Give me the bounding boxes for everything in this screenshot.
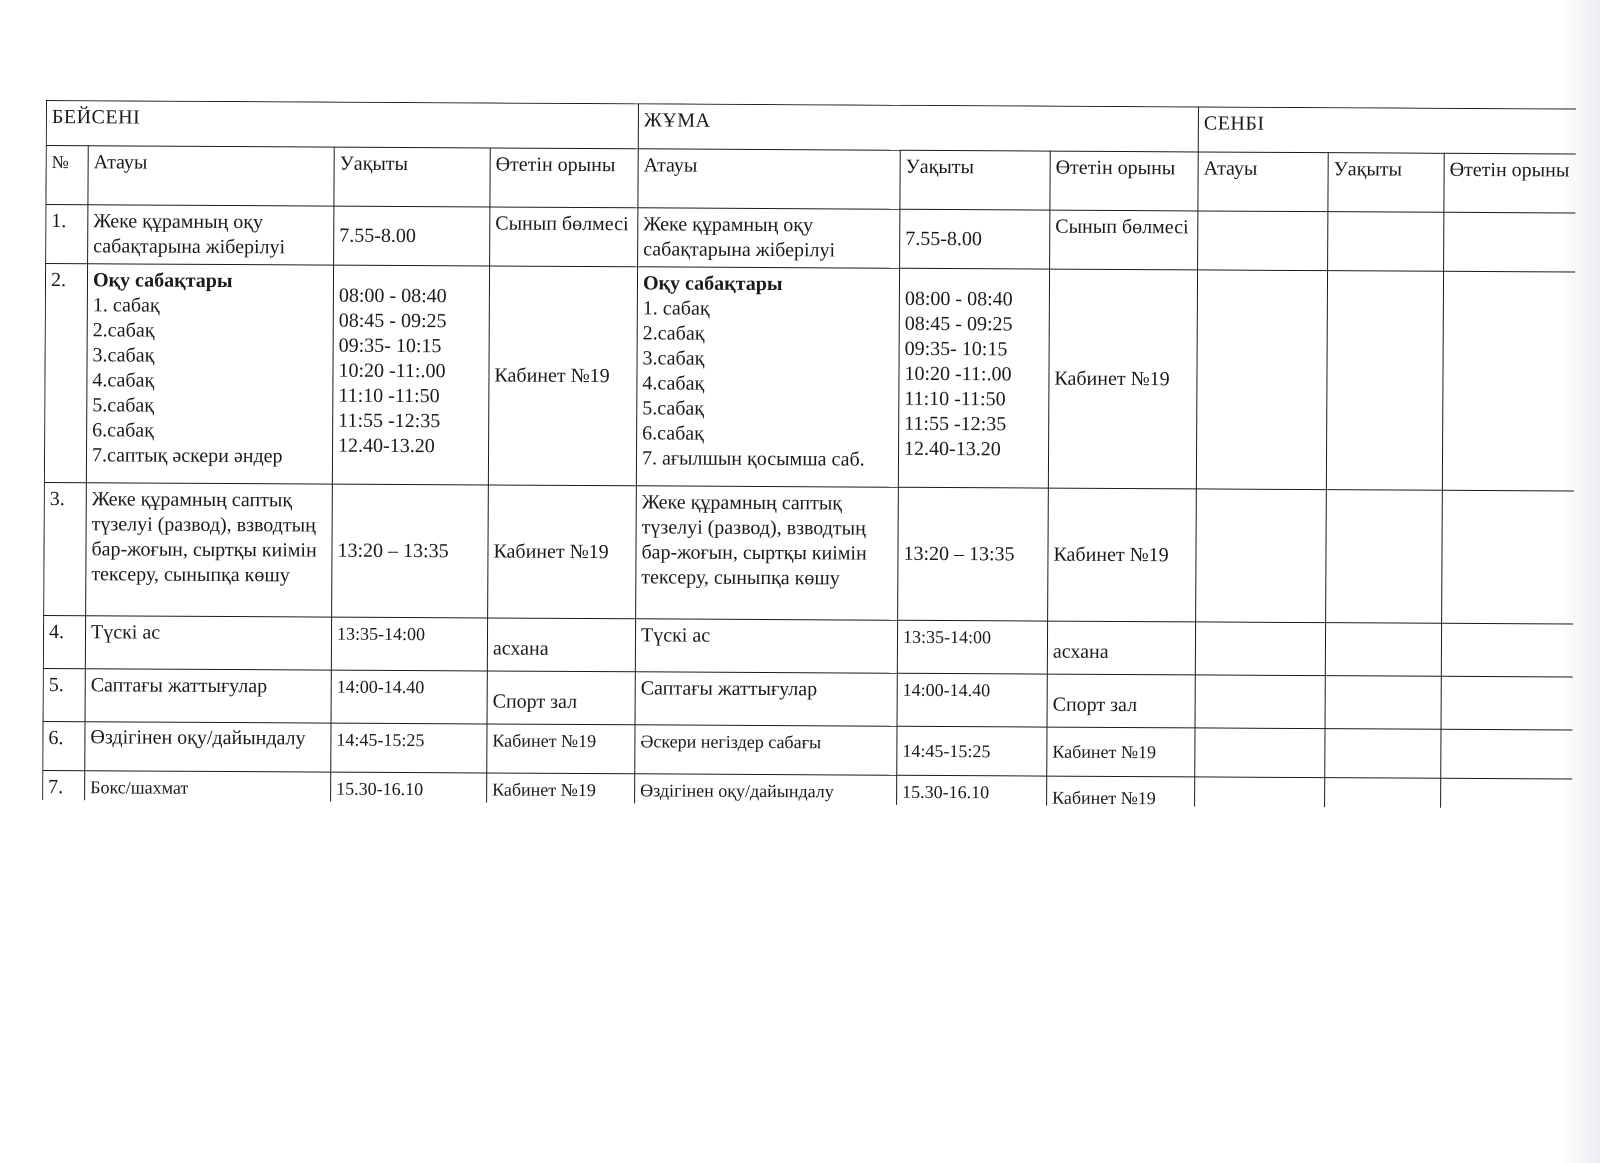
activity-place: Кабинет №19 <box>1048 269 1197 489</box>
header-time-fri: Уақыты <box>900 150 1050 210</box>
lesson-time: 09:35- 10:15 <box>904 337 1008 361</box>
header-num: № <box>46 146 88 205</box>
day-saturday: СЕНБІ <box>1198 107 1576 154</box>
day-thursday: БЕЙСЕНІ <box>46 101 638 149</box>
activity-time: 13:35-14:00 <box>897 620 1047 674</box>
header-place-fri: Өтетін орыны <box>1050 151 1198 211</box>
empty-cell <box>1441 623 1576 677</box>
activity-place: Кабинет №19 <box>487 773 635 809</box>
activity-time: 13:35-14:00 <box>331 617 487 671</box>
activity-name: Әскери негіздер сабағы <box>635 725 897 775</box>
header-place-sat: Өтетін орыны <box>1444 153 1576 213</box>
lesson-item: 3.сабақ <box>92 344 155 367</box>
table-row <box>43 615 1576 677</box>
lesson-item: 1. сабақ <box>642 297 710 320</box>
empty-cell <box>1326 271 1443 491</box>
lesson-time: 11:55 -12:35 <box>904 412 1007 436</box>
activity-name: Жеке құрамның оқу сабақтарына жіберілуі <box>638 208 900 268</box>
lesson-item: 4.сабақ <box>92 369 155 392</box>
table-row <box>43 668 1576 730</box>
lesson-times <box>332 265 489 485</box>
empty-cell <box>1325 676 1441 730</box>
activity-place: Кабинет №19 <box>487 724 635 774</box>
header-time-sat: Уақыты <box>1328 153 1444 213</box>
row-number: 2. <box>44 264 87 483</box>
empty-cell <box>1328 212 1444 272</box>
empty-cell <box>1442 271 1576 491</box>
lesson-item: 5.сабақ <box>642 397 705 420</box>
lesson-time: 12.40-13.20 <box>338 434 435 458</box>
activity-time: 14:45-15:25 <box>897 726 1047 776</box>
activity-name: Саптағы жаттығулар <box>85 669 331 723</box>
lessons-list <box>636 267 899 487</box>
lessons-title: Оқу сабақтары <box>642 272 783 296</box>
lesson-time: 10:20 -11:.00 <box>904 362 1012 386</box>
lesson-time: 10:20 -11:.00 <box>338 359 446 383</box>
activity-name: Жеке құрамның оқу сабақтарына жіберілуі <box>88 205 334 265</box>
activity-name: Түскі ас <box>85 616 331 670</box>
header-time-thu: Уақыты <box>334 147 490 207</box>
lesson-item: 7. ағылшын қосымша саб. <box>641 447 865 471</box>
lesson-time: 11:10 -11:50 <box>904 387 1006 411</box>
row-number: 5. <box>43 668 85 721</box>
activity-place: Сынып бөлмесі <box>1050 210 1198 270</box>
activity-place: Кабинет №19 <box>488 485 637 619</box>
header-name-thu: Атауы <box>88 146 334 206</box>
activity-name: Өздігінен оқу/дайындалу <box>635 774 897 809</box>
table-row <box>44 264 1576 492</box>
empty-cell <box>1325 729 1441 779</box>
lesson-item: 6.сабақ <box>92 419 154 442</box>
lesson-item: 3.сабақ <box>642 347 705 370</box>
empty-cell <box>1195 675 1325 729</box>
day-friday: ЖҰМА <box>638 104 1198 152</box>
activity-place: Кабинет №19 <box>1047 727 1195 777</box>
empty-cell <box>1442 490 1576 624</box>
lessons-list <box>86 264 333 484</box>
row-number: 4. <box>43 615 85 668</box>
activity-time: 7.55-8.00 <box>900 209 1050 269</box>
lesson-item: 2.сабақ <box>642 322 705 345</box>
lesson-time: 09:35- 10:15 <box>338 334 442 358</box>
activity-place: Кабинет №19 <box>488 266 637 486</box>
lesson-item: 6.сабақ <box>642 422 704 445</box>
activity-place: асхана <box>487 618 635 672</box>
lesson-time: 08:45 - 09:25 <box>338 309 447 333</box>
empty-cell <box>1325 778 1441 809</box>
lesson-time: 08:00 - 08:40 <box>338 284 447 308</box>
activity-time: 14:00-14.40 <box>331 670 487 724</box>
activity-time: 13:20 – 13:35 <box>898 487 1049 621</box>
lesson-item: 4.сабақ <box>642 372 705 395</box>
header-name-fri: Атауы <box>638 149 900 209</box>
activity-name: Жеке құрамның саптық түзелуі (развод), взводтың бар-жоғын, сыртқы киімін тексеру, сыныпқа көшу <box>86 483 333 617</box>
empty-cell <box>1441 729 1576 779</box>
lesson-item: 7.саптық әскери әндер <box>91 444 283 468</box>
empty-cell <box>1441 676 1576 730</box>
lessons-title: Оқу сабақтары <box>92 269 233 293</box>
activity-time: 7.55-8.00 <box>334 206 490 266</box>
activity-place: Сынып бөлмесі <box>490 207 638 267</box>
lesson-time: 08:45 - 09:25 <box>904 312 1013 336</box>
activity-place: Кабинет №19 <box>1046 776 1194 808</box>
activity-name: Жеке құрамның саптық түзелуі (развод), взводтың бар-жоғын, сыртқы киімін тексеру, сыныпқа көшу <box>636 486 899 620</box>
lesson-item: 2.сабақ <box>92 319 155 342</box>
activity-name: Түскі ас <box>635 619 897 673</box>
table-row <box>46 205 1576 273</box>
empty-cell <box>1444 212 1576 272</box>
empty-cell <box>1198 211 1328 271</box>
lesson-time: 11:10 -11:50 <box>338 384 440 408</box>
header-name-sat: Атауы <box>1198 152 1328 212</box>
column-header-row <box>46 146 1576 214</box>
lesson-item: 1. сабақ <box>92 294 160 317</box>
empty-cell <box>1195 728 1325 778</box>
empty-cell <box>1196 489 1327 623</box>
activity-time: 14:00-14.40 <box>897 673 1047 727</box>
empty-cell <box>1441 778 1576 808</box>
lesson-time: 12.40-13.20 <box>904 437 1001 461</box>
activity-place: асхана <box>1047 621 1195 675</box>
lesson-time: 08:00 - 08:40 <box>904 287 1013 311</box>
activity-time: 13:20 – 13:35 <box>332 484 489 618</box>
activity-time: 15.30-16.10 <box>331 772 487 808</box>
lesson-times <box>898 268 1049 488</box>
activity-place: Кабинет №19 <box>1048 488 1197 622</box>
schedule-table <box>42 100 1576 809</box>
empty-cell <box>1326 490 1443 624</box>
empty-cell <box>1196 270 1327 490</box>
header-place-thu: Өтетін орыны <box>490 148 638 208</box>
activity-name: Саптағы жаттығулар <box>635 672 897 726</box>
activity-name: Өздігінен оқу/дайындалу <box>85 722 331 772</box>
schedule-page <box>42 100 1576 809</box>
empty-cell <box>1195 777 1325 809</box>
activity-time: 14:45-15:25 <box>331 723 487 773</box>
row-number: 3. <box>44 482 87 615</box>
table-row <box>44 482 1576 624</box>
table-row <box>43 721 1576 779</box>
activity-place: Спорт зал <box>1047 674 1195 728</box>
empty-cell <box>1195 622 1325 676</box>
activity-place: Спорт зал <box>487 671 635 725</box>
row-number: 6. <box>43 721 85 770</box>
lesson-time: 11:55 -12:35 <box>338 409 441 433</box>
empty-cell <box>1325 623 1441 677</box>
row-number: 1. <box>46 205 88 264</box>
activity-name: Бокс/шахмат <box>85 771 331 809</box>
activity-time: 15.30-16.10 <box>897 775 1047 808</box>
row-number: 7. <box>43 770 85 808</box>
lesson-item: 5.сабақ <box>92 394 155 417</box>
